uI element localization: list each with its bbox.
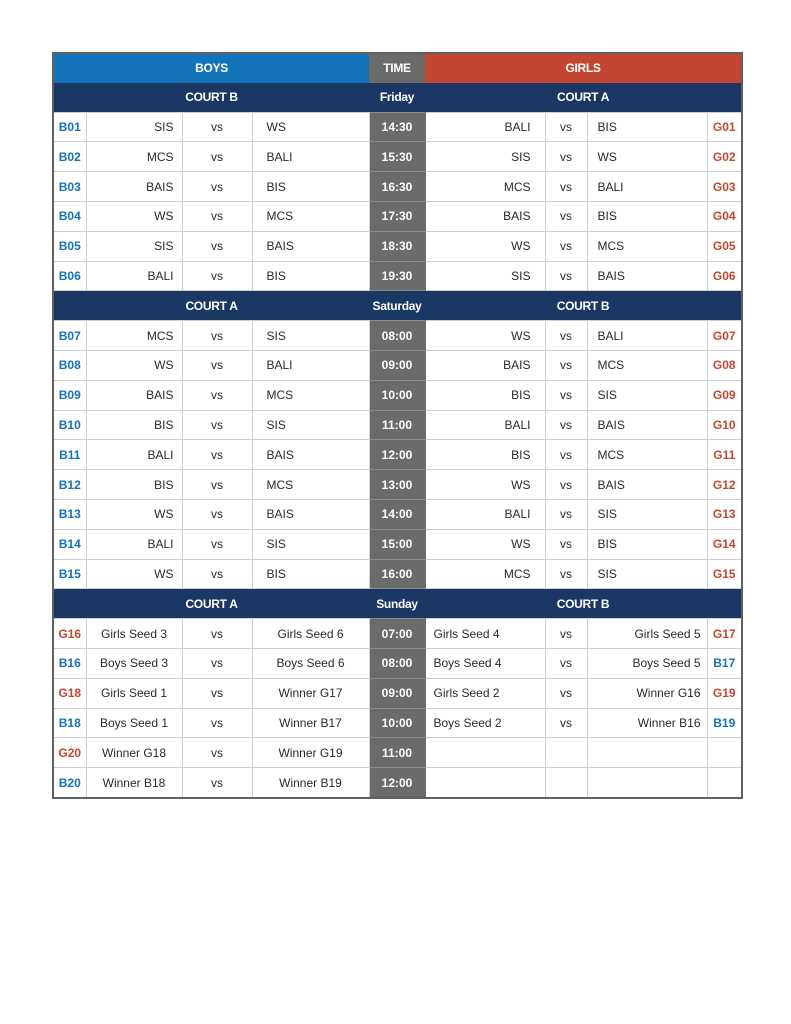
boys-match-id: B12 (53, 470, 86, 500)
vs-label (545, 738, 587, 768)
boys-team-2: BALI (252, 142, 369, 172)
boys-match-id: B11 (53, 440, 86, 470)
left-team-1: Boys Seed 1 (86, 708, 182, 738)
left-match-id: B18 (53, 708, 86, 738)
right-team-2 (587, 738, 707, 768)
match-time: 14:30 (369, 112, 425, 142)
vs-label: vs (545, 499, 587, 529)
left-team-1: Girls Seed 3 (86, 619, 182, 649)
match-time: 19:30 (369, 261, 425, 291)
right-match-id: G17 (707, 619, 742, 649)
left-team-2: Winner B19 (252, 768, 369, 798)
left-team-2: Girls Seed 6 (252, 619, 369, 649)
vs-label: vs (182, 380, 252, 410)
vs-label: vs (182, 648, 252, 678)
match-row (53, 559, 742, 589)
vs-label: vs (545, 321, 587, 351)
right-team-1 (425, 768, 545, 798)
girls-team-2: BAIS (587, 261, 707, 291)
match-time: 09:00 (369, 678, 425, 708)
vs-label: vs (545, 261, 587, 291)
girls-court-label: COURT A (425, 83, 742, 112)
vs-label: vs (182, 172, 252, 202)
girls-match-id: G09 (707, 380, 742, 410)
girls-match-id: G01 (707, 112, 742, 142)
match-time: 08:00 (369, 321, 425, 351)
boys-match-id: B01 (53, 112, 86, 142)
match-time: 10:00 (369, 380, 425, 410)
vs-label: vs (182, 142, 252, 172)
vs-label: vs (182, 201, 252, 231)
boys-match-id: B07 (53, 321, 86, 351)
right-match-id: G19 (707, 678, 742, 708)
girls-team-2: SIS (587, 499, 707, 529)
match-time: 15:30 (369, 142, 425, 172)
boys-team-1: BAIS (86, 380, 182, 410)
vs-label: vs (182, 559, 252, 589)
boys-match-id: B14 (53, 529, 86, 559)
girls-match-id: G15 (707, 559, 742, 589)
girls-court-label: COURT B (425, 589, 742, 619)
vs-label: vs (545, 142, 587, 172)
time-header: TIME (369, 53, 425, 83)
girls-team-1: WS (425, 470, 545, 500)
girls-team-1: BALI (425, 112, 545, 142)
boys-match-id: B08 (53, 350, 86, 380)
girls-match-id: G06 (707, 261, 742, 291)
match-time: 13:00 (369, 470, 425, 500)
girls-team-2: BAIS (587, 470, 707, 500)
girls-header: GIRLS (425, 53, 742, 83)
right-match-id: B19 (707, 708, 742, 738)
boys-team-2: BIS (252, 261, 369, 291)
match-time: 16:00 (369, 559, 425, 589)
match-row (53, 410, 742, 440)
girls-team-1: BALI (425, 410, 545, 440)
match-time: 11:00 (369, 738, 425, 768)
right-team-2: Winner G16 (587, 678, 707, 708)
match-time: 18:30 (369, 231, 425, 261)
girls-match-id: G02 (707, 142, 742, 172)
girls-team-2: SIS (587, 559, 707, 589)
vs-label: vs (545, 440, 587, 470)
match-row (53, 321, 742, 351)
left-match-id: B20 (53, 768, 86, 798)
girls-team-1: BAIS (425, 350, 545, 380)
girls-team-2: BALI (587, 172, 707, 202)
vs-label: vs (545, 470, 587, 500)
girls-team-2: BIS (587, 112, 707, 142)
boys-match-id: B05 (53, 231, 86, 261)
girls-team-1: WS (425, 231, 545, 261)
boys-court-label: COURT B (53, 83, 369, 112)
match-time: 17:30 (369, 201, 425, 231)
boys-team-2: BAIS (252, 231, 369, 261)
vs-label: vs (182, 708, 252, 738)
girls-team-2: MCS (587, 440, 707, 470)
vs-label: vs (182, 261, 252, 291)
match-row (53, 142, 742, 172)
left-match-id: G16 (53, 619, 86, 649)
boys-match-id: B04 (53, 201, 86, 231)
match-row (53, 350, 742, 380)
boys-team-1: SIS (86, 231, 182, 261)
day-label: Friday (369, 83, 425, 112)
left-team-1: Winner G18 (86, 738, 182, 768)
match-time: 09:00 (369, 350, 425, 380)
vs-label: vs (545, 231, 587, 261)
girls-team-1: MCS (425, 559, 545, 589)
vs-label: vs (182, 738, 252, 768)
playoff-row (53, 738, 742, 768)
vs-label: vs (182, 440, 252, 470)
right-match-id (707, 738, 742, 768)
right-team-2 (587, 768, 707, 798)
girls-match-id: G14 (707, 529, 742, 559)
court-day-row (53, 291, 742, 321)
boys-match-id: B02 (53, 142, 86, 172)
boys-team-2: BIS (252, 559, 369, 589)
court-day-row (53, 83, 742, 112)
match-time: 12:00 (369, 768, 425, 798)
vs-label: vs (545, 201, 587, 231)
vs-label: vs (545, 648, 587, 678)
boys-team-2: BAIS (252, 499, 369, 529)
match-row (53, 499, 742, 529)
vs-label: vs (182, 350, 252, 380)
day-label: Saturday (369, 291, 425, 321)
boys-team-1: MCS (86, 321, 182, 351)
match-row (53, 470, 742, 500)
boys-team-1: WS (86, 201, 182, 231)
boys-team-2: WS (252, 112, 369, 142)
boys-court-label: COURT A (53, 589, 369, 619)
girls-team-2: MCS (587, 350, 707, 380)
court-day-row (53, 589, 742, 619)
vs-label: vs (182, 678, 252, 708)
boys-team-2: BIS (252, 172, 369, 202)
right-match-id (707, 768, 742, 798)
left-team-1: Girls Seed 1 (86, 678, 182, 708)
boys-header: BOYS (53, 53, 369, 83)
match-row (53, 440, 742, 470)
boys-team-1: WS (86, 350, 182, 380)
right-team-2: Winner B16 (587, 708, 707, 738)
girls-team-2: BIS (587, 201, 707, 231)
day-label: Sunday (369, 589, 425, 619)
vs-label: vs (182, 768, 252, 798)
match-time: 08:00 (369, 648, 425, 678)
vs-label: vs (182, 529, 252, 559)
girls-match-id: G04 (707, 201, 742, 231)
girls-team-1: BALI (425, 499, 545, 529)
boys-team-1: WS (86, 559, 182, 589)
boys-team-2: SIS (252, 321, 369, 351)
girls-team-1: BIS (425, 380, 545, 410)
boys-match-id: B06 (53, 261, 86, 291)
boys-team-1: MCS (86, 142, 182, 172)
left-team-1: Winner B18 (86, 768, 182, 798)
match-time: 10:00 (369, 708, 425, 738)
boys-match-id: B03 (53, 172, 86, 202)
vs-label: vs (182, 321, 252, 351)
boys-team-2: MCS (252, 380, 369, 410)
left-match-id: B16 (53, 648, 86, 678)
boys-team-1: BAIS (86, 172, 182, 202)
right-match-id: B17 (707, 648, 742, 678)
playoff-row (53, 708, 742, 738)
header-row (53, 53, 742, 83)
vs-label: vs (545, 172, 587, 202)
vs-label: vs (545, 619, 587, 649)
boys-team-1: BALI (86, 529, 182, 559)
boys-court-label: COURT A (53, 291, 369, 321)
boys-team-2: MCS (252, 201, 369, 231)
match-row (53, 172, 742, 202)
vs-label: vs (182, 499, 252, 529)
girls-team-2: SIS (587, 380, 707, 410)
tournament-schedule-table (52, 52, 743, 799)
match-row (53, 231, 742, 261)
vs-label: vs (182, 231, 252, 261)
playoff-row (53, 648, 742, 678)
girls-team-1: WS (425, 321, 545, 351)
left-team-2: Winner G19 (252, 738, 369, 768)
vs-label: vs (182, 410, 252, 440)
girls-court-label: COURT B (425, 291, 742, 321)
girls-team-2: WS (587, 142, 707, 172)
vs-label: vs (182, 619, 252, 649)
girls-match-id: G11 (707, 440, 742, 470)
match-time: 15:00 (369, 529, 425, 559)
playoff-row (53, 619, 742, 649)
left-match-id: G20 (53, 738, 86, 768)
match-row (53, 112, 742, 142)
boys-team-1: SIS (86, 112, 182, 142)
boys-team-1: BIS (86, 470, 182, 500)
right-team-1 (425, 738, 545, 768)
girls-team-1: MCS (425, 172, 545, 202)
playoff-row (53, 768, 742, 798)
match-time: 14:00 (369, 499, 425, 529)
boys-match-id: B10 (53, 410, 86, 440)
playoff-row (53, 678, 742, 708)
match-time: 11:00 (369, 410, 425, 440)
boys-team-1: BALI (86, 261, 182, 291)
girls-team-2: BALI (587, 321, 707, 351)
left-team-2: Winner G17 (252, 678, 369, 708)
girls-team-1: BIS (425, 440, 545, 470)
right-team-1: Girls Seed 4 (425, 619, 545, 649)
girls-match-id: G08 (707, 350, 742, 380)
girls-team-2: BIS (587, 529, 707, 559)
left-team-2: Boys Seed 6 (252, 648, 369, 678)
girls-team-1: WS (425, 529, 545, 559)
match-row (53, 261, 742, 291)
boys-team-1: BALI (86, 440, 182, 470)
vs-label: vs (545, 380, 587, 410)
boys-team-2: SIS (252, 410, 369, 440)
match-time: 12:00 (369, 440, 425, 470)
vs-label: vs (545, 678, 587, 708)
right-team-2: Boys Seed 5 (587, 648, 707, 678)
boys-match-id: B09 (53, 380, 86, 410)
girls-match-id: G12 (707, 470, 742, 500)
girls-match-id: G07 (707, 321, 742, 351)
girls-team-2: BAIS (587, 410, 707, 440)
boys-team-2: SIS (252, 529, 369, 559)
right-team-1: Boys Seed 4 (425, 648, 545, 678)
girls-match-id: G03 (707, 172, 742, 202)
boys-team-1: BIS (86, 410, 182, 440)
girls-team-2: MCS (587, 231, 707, 261)
girls-team-1: SIS (425, 261, 545, 291)
vs-label: vs (182, 470, 252, 500)
vs-label: vs (545, 350, 587, 380)
match-row (53, 201, 742, 231)
boys-match-id: B15 (53, 559, 86, 589)
boys-match-id: B13 (53, 499, 86, 529)
vs-label: vs (545, 559, 587, 589)
girls-match-id: G10 (707, 410, 742, 440)
boys-team-2: BAIS (252, 440, 369, 470)
right-team-1: Girls Seed 2 (425, 678, 545, 708)
left-team-1: Boys Seed 3 (86, 648, 182, 678)
left-match-id: G18 (53, 678, 86, 708)
vs-label (545, 768, 587, 798)
boys-team-2: MCS (252, 470, 369, 500)
right-team-1: Boys Seed 2 (425, 708, 545, 738)
vs-label: vs (545, 112, 587, 142)
girls-match-id: G05 (707, 231, 742, 261)
vs-label: vs (545, 410, 587, 440)
left-team-2: Winner B17 (252, 708, 369, 738)
right-team-2: Girls Seed 5 (587, 619, 707, 649)
vs-label: vs (182, 112, 252, 142)
boys-team-2: BALI (252, 350, 369, 380)
vs-label: vs (545, 708, 587, 738)
girls-match-id: G13 (707, 499, 742, 529)
match-row (53, 380, 742, 410)
girls-team-1: BAIS (425, 201, 545, 231)
match-time: 16:30 (369, 172, 425, 202)
vs-label: vs (545, 529, 587, 559)
match-row (53, 529, 742, 559)
match-time: 07:00 (369, 619, 425, 649)
girls-team-1: SIS (425, 142, 545, 172)
boys-team-1: WS (86, 499, 182, 529)
